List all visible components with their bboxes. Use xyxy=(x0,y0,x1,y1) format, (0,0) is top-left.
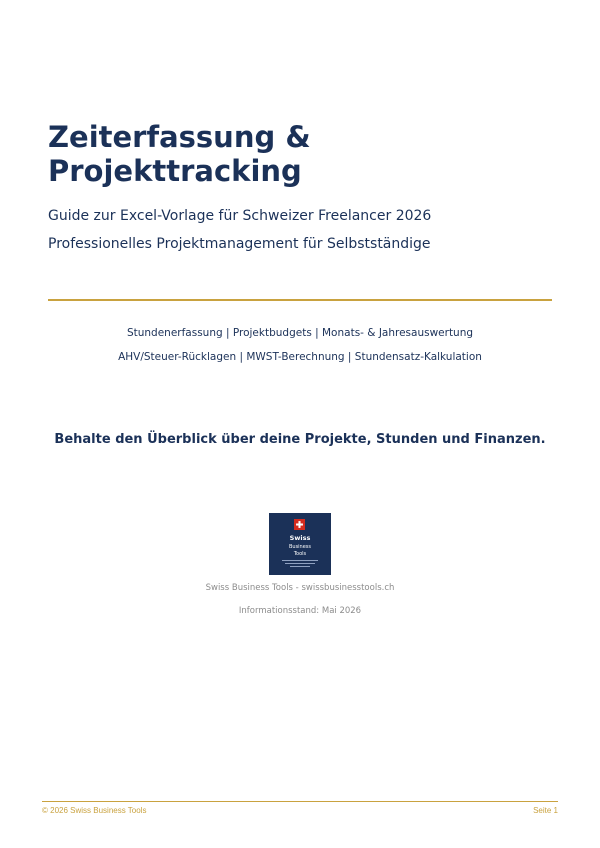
footer-page-number: Seite 1 xyxy=(533,806,558,815)
footer-copyright: © 2026 Swiss Business Tools xyxy=(42,806,147,815)
brand-website-line: Swiss Business Tools - swissbusinesstools.ch xyxy=(205,583,395,593)
title-line-1: Zeiterfassung & xyxy=(48,120,311,154)
swiss-flag-icon xyxy=(294,519,305,530)
subtitle-primary: Guide zur Excel-Vorlage für Schweizer Freelancer 2026 xyxy=(48,208,432,224)
logo-decorative-lines xyxy=(279,560,321,569)
logo-word-swiss: Swiss xyxy=(289,534,311,542)
swiss-business-tools-logo xyxy=(269,513,331,575)
subtitle-secondary: Professionelles Projektmanagement für Selbstständige xyxy=(48,236,431,252)
gold-divider xyxy=(48,299,552,301)
title-line-2: Projekttracking xyxy=(48,154,302,188)
tagline: Behalte den Überblick über deine Projekte, Stunden und Finanzen. xyxy=(54,432,546,447)
logo-word-tools: Tools xyxy=(293,551,307,557)
logo-word-business: Business xyxy=(288,544,312,550)
feature-list-line-1: Stundenerfassung | Projektbudgets | Monats- & Jahresauswertung xyxy=(126,327,474,339)
feature-list-line-2: AHV/Steuer-Rücklagen | MWST-Berechnung | Stundensatz-Kalkulation xyxy=(118,351,482,363)
footer-divider xyxy=(42,801,558,802)
document-title xyxy=(48,120,558,188)
information-date-line: Informationsstand: Mai 2026 xyxy=(238,606,362,616)
